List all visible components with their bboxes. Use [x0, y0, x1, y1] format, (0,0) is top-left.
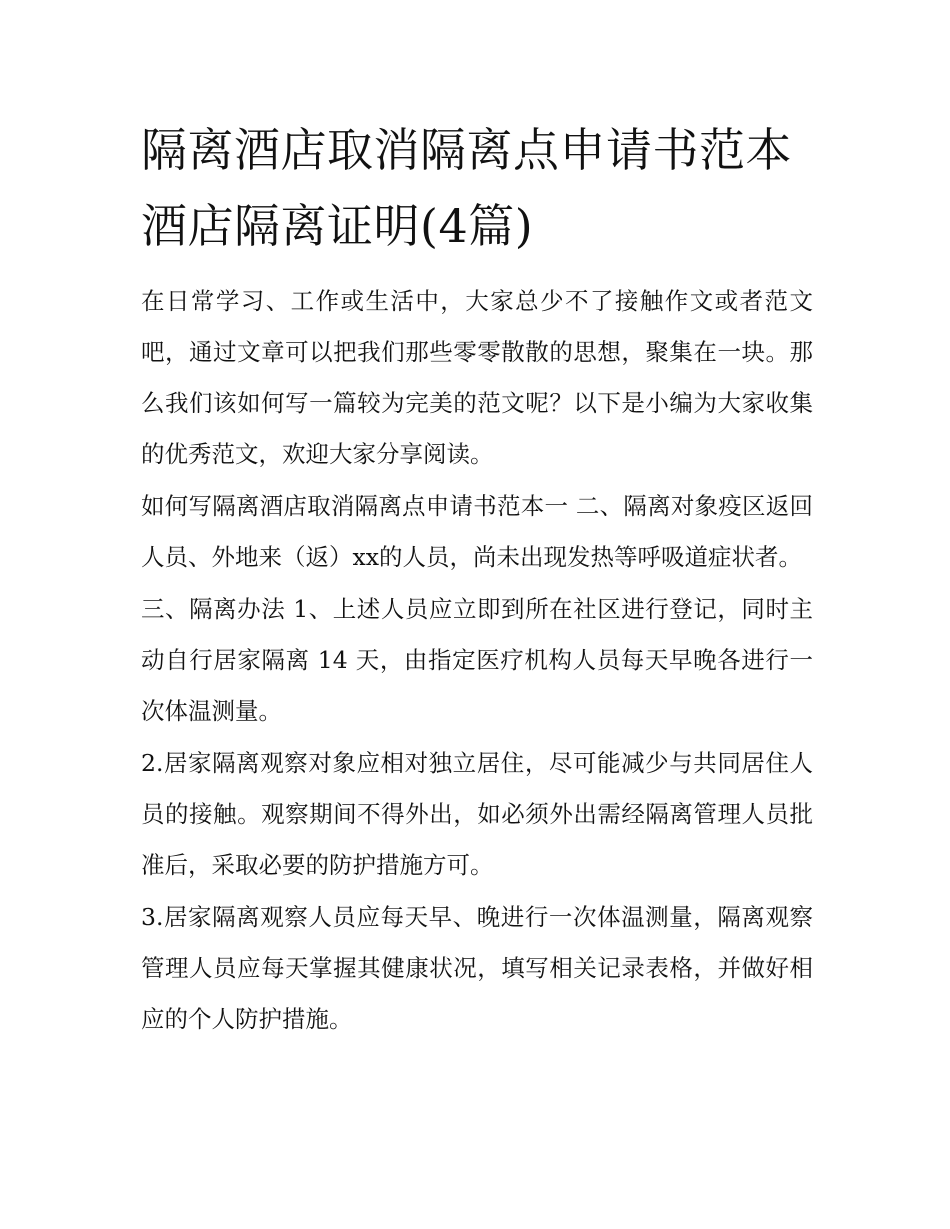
paragraph-isolation-method: 三、隔离办法 1、上述人员应立即到所在社区进行登记，同时主动自行居家隔离 14 天，由指定医疗机构人员每天早晚各进行一次体温测量。 [141, 595, 813, 725]
paragraph-home-isolation: 2.居家隔离观察对象应相对独立居住，尽可能减少与共同居住人员的接触。观察期间不得外出，如必须外出需经隔离管理人员批准后，采取必要的防护措施方可。 [141, 749, 813, 879]
paragraph-isolation-target: 如何写隔离酒店取消隔离点申请书范本一 二、隔离对象疫区返回人员、外地来（返）xx的人员，尚未出现发热等呼吸道症状者。 [141, 492, 813, 571]
paragraph-intro: 在日常学习、工作或生活中，大家总少不了接触作文或者范文吧，通过文章可以把我们那些零零散散的思想，聚集在一块。那么我们该如何写一篇较为完美的范文呢？以下是小编为大家收集的优秀范文，欢迎大家分享阅读。 [141, 287, 813, 468]
document-title: 隔离酒店取消隔离点申请书范本 酒店隔离证明(4篇) [141, 123, 792, 253]
paragraph-temperature-check: 3.居家隔离观察人员应每天早、晚进行一次体温测量，隔离观察管理人员应每天掌握其健康状况，填写相关记录表格，并做好相应的个人防护措施。 [141, 903, 813, 1033]
document-body [141, 112, 813, 1046]
